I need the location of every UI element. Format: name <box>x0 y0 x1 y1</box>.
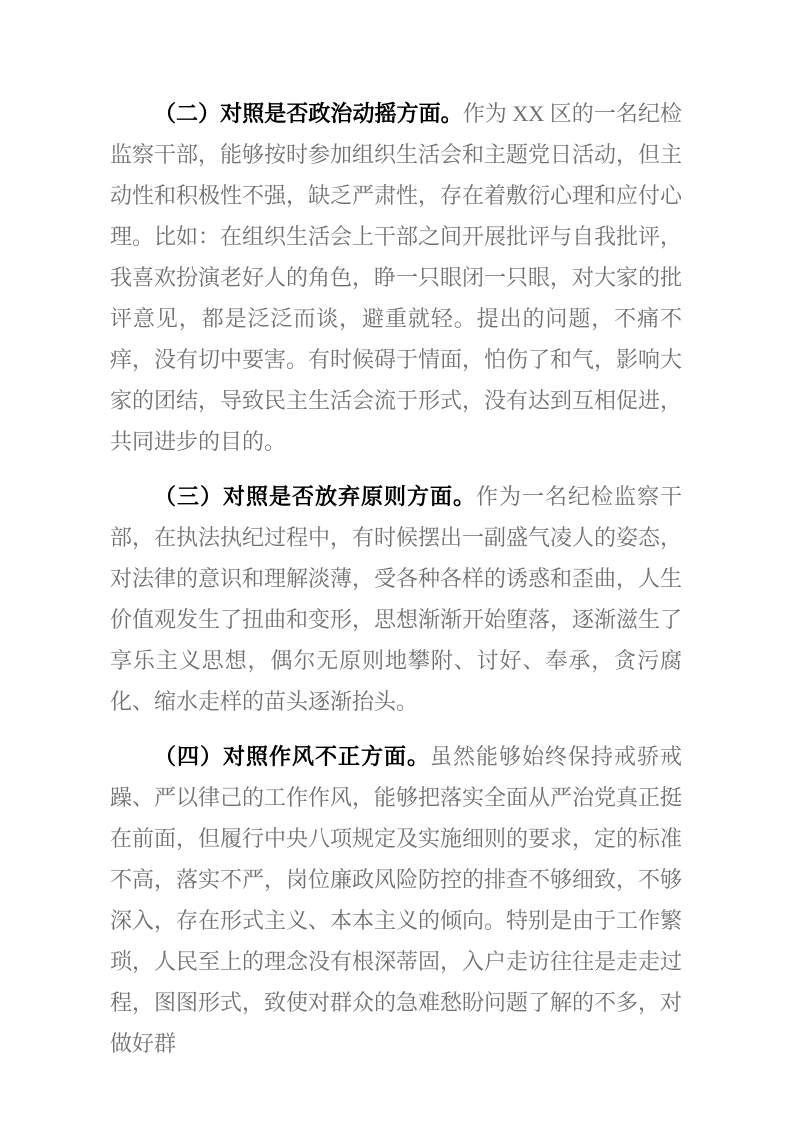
paragraph-3-heading: （三）对照是否放弃原则方面。 <box>154 484 476 509</box>
paragraph-2-body: 作为 XX 区的一名纪检监察干部，能够按时参加组织生活会和主题党日活动，但主动性和积极性不强，缺乏严肃性，存在着敷衍心理和应付心理。比如：在组织生活会上干部之间开展批评与自我批评，我喜欢扮演老好人的角色，睁一只眼闭一只眼，对大家的批评意见，都是泛泛而谈，避重就轻。提出的问题，不痛不痒，没有切中要害。有时候碍于情面，怕伤了和气，影响大家的团结，导致民主生活会流于形式，没有达到互相促进，共同进步的目的。 <box>110 101 683 454</box>
paragraph-3-body: 作为一名纪检监察干部，在执法执纪过程中，有时候摆出一副盛气凌人的姿态，对法律的意识和理解淡薄，受各种各样的诱惑和歪曲，人生价值观发生了扭曲和变形，思想渐渐开始堕落，逐渐滋生了享乐主义思想，偶尔无原则地攀附、讨好、奉承，贪污腐化、缩水走样的苗头逐渐抬头。 <box>110 484 683 714</box>
paragraph-2-heading: （二）对照是否政治动摇方面。 <box>154 101 463 126</box>
paragraph-4-heading: （四）对照作风不正方面。 <box>154 744 430 769</box>
paragraph-3 <box>110 476 682 722</box>
paragraph-4-body: 虽然能够始终保持戒骄戒躁、严以律己的工作作风，能够把落实全面从严治党真正挺在前面，但履行中央八项规定及实施细则的要求，定的标准不高，落实不严，岗位廉政风险防控的排查不够细致，不够深入，存在形式主义、本本主义的倾向。特别是由于工作繁琐，人民至上的理念没有根深蒂固，入户走访往往是走走过程，图图形式，致使对群众的急难愁盼问题了解的不多，对做好群 <box>110 744 683 1056</box>
paragraph-2 <box>110 93 682 462</box>
paragraph-4 <box>110 736 682 1064</box>
